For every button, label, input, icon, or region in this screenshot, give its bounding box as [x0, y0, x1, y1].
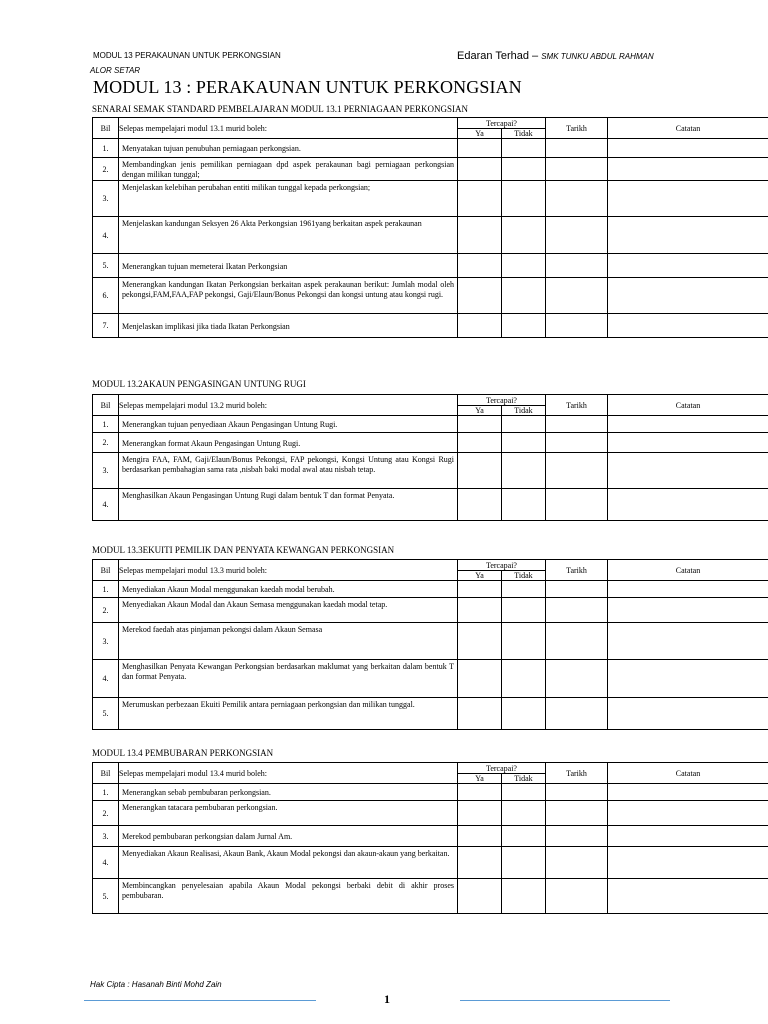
- table-row: [93, 698, 768, 730]
- checklist-table: [92, 394, 768, 521]
- col-header-ya: Ya: [458, 406, 502, 416]
- col-header-tidak: Tidak: [502, 406, 546, 416]
- header-location: ALOR SETAR: [90, 66, 141, 75]
- row-number: 1.: [93, 416, 119, 433]
- cell-catatan[interactable]: [608, 158, 768, 181]
- table-row: [93, 254, 768, 278]
- cell-tarikh[interactable]: [546, 581, 608, 598]
- row-number: 1.: [93, 784, 119, 801]
- row-description: Menerangkan tatacara pembubaran perkongsian.: [119, 801, 458, 826]
- table-row: [93, 433, 768, 453]
- cell-tidak[interactable]: [502, 784, 546, 801]
- cell-ya[interactable]: [458, 181, 502, 217]
- table-row: [93, 581, 768, 598]
- row-number: 5.: [93, 254, 119, 278]
- row-description: Menjelaskan implikasi jika tiada Ikatan Perkongsian: [119, 314, 458, 338]
- col-header-intro: Selepas mempelajari modul 13.2 murid boleh:: [119, 395, 458, 416]
- cell-ya[interactable]: [458, 879, 502, 914]
- row-number: 4.: [93, 847, 119, 879]
- cell-catatan[interactable]: [608, 433, 768, 453]
- row-number: 2.: [93, 158, 119, 181]
- col-header-intro: Selepas mempelajari modul 13.1 murid boleh:: [119, 118, 458, 139]
- cell-tidak[interactable]: [502, 453, 546, 489]
- col-header-tercapai: Tercapai?: [458, 560, 546, 571]
- cell-catatan[interactable]: [608, 217, 768, 254]
- row-description: Menerangkan tujuan memeterai Ikatan Perkongsian: [119, 254, 458, 278]
- cell-catatan[interactable]: [608, 698, 768, 730]
- table-row: [93, 158, 768, 181]
- row-description: Menyediakan Akaun Realisasi, Akaun Bank, Akaun Modal pekongsi dan akaun-akaun yang berkaitan.: [119, 847, 458, 879]
- cell-tarikh[interactable]: [546, 698, 608, 730]
- row-description: Menerangkan tujuan penyediaan Akaun Pengasingan Untung Rugi.: [119, 416, 458, 433]
- row-number: 4.: [93, 660, 119, 698]
- cell-catatan[interactable]: [608, 181, 768, 217]
- row-number: 6.: [93, 278, 119, 314]
- row-number: 5.: [93, 698, 119, 730]
- cell-tarikh[interactable]: [546, 489, 608, 521]
- cell-ya[interactable]: [458, 314, 502, 338]
- row-number: 1.: [93, 581, 119, 598]
- col-header-catatan: Catatan: [608, 395, 768, 416]
- row-number: 3.: [93, 623, 119, 660]
- cell-ya[interactable]: [458, 847, 502, 879]
- cell-ya[interactable]: [458, 416, 502, 433]
- cell-tarikh[interactable]: [546, 784, 608, 801]
- cell-tidak[interactable]: [502, 660, 546, 698]
- cell-ya[interactable]: [458, 158, 502, 181]
- row-description: Menerangkan sebab pembubaran perkongsian.: [119, 784, 458, 801]
- cell-catatan[interactable]: [608, 278, 768, 314]
- col-header-tarikh: Tarikh: [546, 395, 608, 416]
- cell-catatan[interactable]: [608, 453, 768, 489]
- cell-tarikh[interactable]: [546, 847, 608, 879]
- table-row: [93, 278, 768, 314]
- col-header-tercapai: Tercapai?: [458, 118, 546, 129]
- table-row: [93, 847, 768, 879]
- cell-ya[interactable]: [458, 433, 502, 453]
- cell-catatan[interactable]: [608, 598, 768, 623]
- row-number: 4.: [93, 217, 119, 254]
- table-row: [93, 623, 768, 660]
- cell-tarikh[interactable]: [546, 801, 608, 826]
- cell-tidak[interactable]: [502, 158, 546, 181]
- col-header-tercapai: Tercapai?: [458, 395, 546, 406]
- checklist-table: [92, 559, 768, 730]
- page-title: MODUL 13 : PERAKAUNAN UNTUK PERKONGSIAN: [93, 77, 522, 97]
- row-number: 2.: [93, 801, 119, 826]
- row-description: Mengira FAA, FAM, Gaji/Elaun/Bonus Pekongsi, FAP pekongsi, Kongsi Untung atau Kongsi Rugi berdasarkan pembahagian sama rata ,nisbah baki modal awal atau nisbah tetap.: [119, 453, 458, 489]
- cell-ya[interactable]: [458, 139, 502, 158]
- col-header-ya: Ya: [458, 571, 502, 581]
- row-description: Menghasilkan Akaun Pengasingan Untung Rugi dalam bentuk T dan format Penyata.: [119, 489, 458, 521]
- table-row: [93, 217, 768, 254]
- row-description: Merumuskan perbezaan Ekuiti Pemilik antara perniagaan perkongsian dan milikan tunggal.: [119, 698, 458, 730]
- cell-catatan[interactable]: [608, 847, 768, 879]
- footer-line-left: [84, 1000, 316, 1001]
- footer-line-right: [460, 1000, 670, 1001]
- col-header-catatan: Catatan: [608, 560, 768, 581]
- cell-tidak[interactable]: [502, 217, 546, 254]
- table-row: [93, 416, 768, 433]
- cell-tarikh[interactable]: [546, 453, 608, 489]
- table-row: [93, 314, 768, 338]
- cell-catatan[interactable]: [608, 139, 768, 158]
- row-number: 3.: [93, 453, 119, 489]
- cell-tidak[interactable]: [502, 314, 546, 338]
- cell-ya[interactable]: [458, 254, 502, 278]
- cell-tidak[interactable]: [502, 801, 546, 826]
- checklist-table: [92, 117, 768, 338]
- col-header-intro: Selepas mempelajari modul 13.4 murid boleh:: [119, 763, 458, 784]
- row-number: 3.: [93, 181, 119, 217]
- table-row: [93, 139, 768, 158]
- section-title: SENARAI SEMAK STANDARD PEMBELAJARAN MODUL 13.1 PERNIAGAAN PERKONGSIAN: [92, 104, 468, 114]
- cell-catatan[interactable]: [608, 254, 768, 278]
- cell-ya[interactable]: [458, 217, 502, 254]
- row-number: 7.: [93, 314, 119, 338]
- cell-ya[interactable]: [458, 784, 502, 801]
- cell-tidak[interactable]: [502, 181, 546, 217]
- col-header-tidak: Tidak: [502, 129, 546, 139]
- cell-catatan[interactable]: [608, 879, 768, 914]
- cell-tidak[interactable]: [502, 416, 546, 433]
- cell-tarikh[interactable]: [546, 181, 608, 217]
- row-number: 2.: [93, 598, 119, 623]
- col-header-bil: Bil: [93, 118, 119, 139]
- cell-tidak[interactable]: [502, 254, 546, 278]
- cell-tidak[interactable]: [502, 433, 546, 453]
- cell-tidak[interactable]: [502, 489, 546, 521]
- cell-catatan[interactable]: [608, 581, 768, 598]
- footer-copyright: Hak Cipta : Hasanah Binti Mohd Zain: [90, 980, 222, 989]
- row-description: Menjelaskan kandungan Seksyen 26 Akta Perkongsian 1961yang berkaitan aspek perakaunan: [119, 217, 458, 254]
- section-title: MODUL 13.2AKAUN PENGASINGAN UNTUNG RUGI: [92, 379, 306, 389]
- col-header-tarikh: Tarikh: [546, 118, 608, 139]
- cell-ya[interactable]: [458, 801, 502, 826]
- cell-tarikh[interactable]: [546, 826, 608, 847]
- col-header-ya: Ya: [458, 129, 502, 139]
- cell-catatan[interactable]: [608, 784, 768, 801]
- col-header-tidak: Tidak: [502, 774, 546, 784]
- table-row: [93, 784, 768, 801]
- header-module-label: MODUL 13 PERAKAUNAN UNTUK PERKONGSIAN: [93, 51, 281, 60]
- col-header-catatan: Catatan: [608, 118, 768, 139]
- table-row: [93, 801, 768, 826]
- table-row: [93, 660, 768, 698]
- cell-tarikh[interactable]: [546, 416, 608, 433]
- cell-ya[interactable]: [458, 826, 502, 847]
- table-row: [93, 453, 768, 489]
- cell-tidak[interactable]: [502, 598, 546, 623]
- col-header-tidak: Tidak: [502, 571, 546, 581]
- row-number: 3.: [93, 826, 119, 847]
- cell-ya[interactable]: [458, 698, 502, 730]
- cell-tidak[interactable]: [502, 826, 546, 847]
- cell-tidak[interactable]: [502, 698, 546, 730]
- cell-catatan[interactable]: [608, 660, 768, 698]
- cell-tarikh[interactable]: [546, 660, 608, 698]
- cell-ya[interactable]: [458, 489, 502, 521]
- row-number: 4.: [93, 489, 119, 521]
- cell-catatan[interactable]: [608, 801, 768, 826]
- page-number: 1: [384, 992, 390, 1006]
- cell-tidak[interactable]: [502, 879, 546, 914]
- row-description: Merekod faedah atas pinjaman pekongsi dalam Akaun Semasa: [119, 623, 458, 660]
- row-description: Menjelaskan kelebihan perubahan entiti milikan tunggal kepada perkongsian;: [119, 181, 458, 217]
- table-row: [93, 489, 768, 521]
- row-description: Menerangkan format Akaun Pengasingan Untung Rugi.: [119, 433, 458, 453]
- row-description: Membandingkan jenis pemilikan perniagaan dpd aspek perakaunan bagi perniagaan perkongsian dengan milikan tunggal;: [119, 158, 458, 181]
- row-description: Menerangkan kandungan Ikatan Perkongsian berkaitan aspek perakaunan berikut: Jumlah modal oleh pekongsi,FAM,FAA,FAP pekongsi, Gaji/Elaun/Bonus Pekongsi dan kongsi untung atau kongsi rugi.: [119, 278, 458, 314]
- col-header-intro: Selepas mempelajari modul 13.3 murid boleh:: [119, 560, 458, 581]
- cell-tarikh[interactable]: [546, 433, 608, 453]
- cell-catatan[interactable]: [608, 314, 768, 338]
- cell-tidak[interactable]: [502, 581, 546, 598]
- row-description: Menyatakan tujuan penubuhan perniagaan perkongsian.: [119, 139, 458, 158]
- col-header-bil: Bil: [93, 560, 119, 581]
- cell-tarikh[interactable]: [546, 598, 608, 623]
- cell-ya[interactable]: [458, 598, 502, 623]
- col-header-tarikh: Tarikh: [546, 560, 608, 581]
- row-number: 2.: [93, 433, 119, 453]
- cell-ya[interactable]: [458, 623, 502, 660]
- row-number: 1.: [93, 139, 119, 158]
- cell-tarikh[interactable]: [546, 139, 608, 158]
- row-description: Membincangkan penyelesaian apabila Akaun Modal pekongsi berbaki debit di akhir proses pembubaran.: [119, 879, 458, 914]
- cell-ya[interactable]: [458, 453, 502, 489]
- cell-catatan[interactable]: [608, 416, 768, 433]
- section-title: MODUL 13.3EKUITI PEMILIK DAN PENYATA KEWANGAN PERKONGSIAN: [92, 545, 395, 555]
- cell-ya[interactable]: [458, 278, 502, 314]
- cell-catatan[interactable]: [608, 489, 768, 521]
- header-distribution-label: Edaran Terhad –: [457, 50, 539, 62]
- cell-tarikh[interactable]: [546, 217, 608, 254]
- cell-tarikh[interactable]: [546, 879, 608, 914]
- cell-tidak[interactable]: [502, 278, 546, 314]
- checklist-table: [92, 762, 768, 914]
- table-row: [93, 598, 768, 623]
- cell-tidak[interactable]: [502, 623, 546, 660]
- row-description: Menghasilkan Penyata Kewangan Perkongsian berdasarkan maklumat yang berkaitan dalam bentuk T dan format Penyata.: [119, 660, 458, 698]
- cell-catatan[interactable]: [608, 623, 768, 660]
- cell-tarikh[interactable]: [546, 254, 608, 278]
- section-title: MODUL 13.4 PEMBUBARAN PERKONGSIAN: [92, 748, 274, 758]
- col-header-ya: Ya: [458, 774, 502, 784]
- header-school-name: SMK TUNKU ABDUL RAHMAN: [541, 52, 654, 61]
- cell-ya[interactable]: [458, 660, 502, 698]
- row-description: Merekod pembubaran perkongsian dalam Jurnal Am.: [119, 826, 458, 847]
- col-header-bil: Bil: [93, 763, 119, 784]
- cell-tidak[interactable]: [502, 139, 546, 158]
- table-row: [93, 879, 768, 914]
- cell-tidak[interactable]: [502, 847, 546, 879]
- cell-tarikh[interactable]: [546, 314, 608, 338]
- table-row: [93, 181, 768, 217]
- cell-ya[interactable]: [458, 581, 502, 598]
- table-row: [93, 826, 768, 847]
- row-number: 5.: [93, 879, 119, 914]
- row-description: Menyediakan Akaun Modal menggunakan kaedah modal berubah.: [119, 581, 458, 598]
- cell-tarikh[interactable]: [546, 278, 608, 314]
- header-distribution: [457, 50, 654, 62]
- col-header-bil: Bil: [93, 395, 119, 416]
- cell-tarikh[interactable]: [546, 158, 608, 181]
- col-header-tarikh: Tarikh: [546, 763, 608, 784]
- row-description: Menyediakan Akaun Modal dan Akaun Semasa menggunakan kaedah modal tetap.: [119, 598, 458, 623]
- col-header-catatan: Catatan: [608, 763, 768, 784]
- cell-catatan[interactable]: [608, 826, 768, 847]
- cell-tarikh[interactable]: [546, 623, 608, 660]
- col-header-tercapai: Tercapai?: [458, 763, 546, 774]
